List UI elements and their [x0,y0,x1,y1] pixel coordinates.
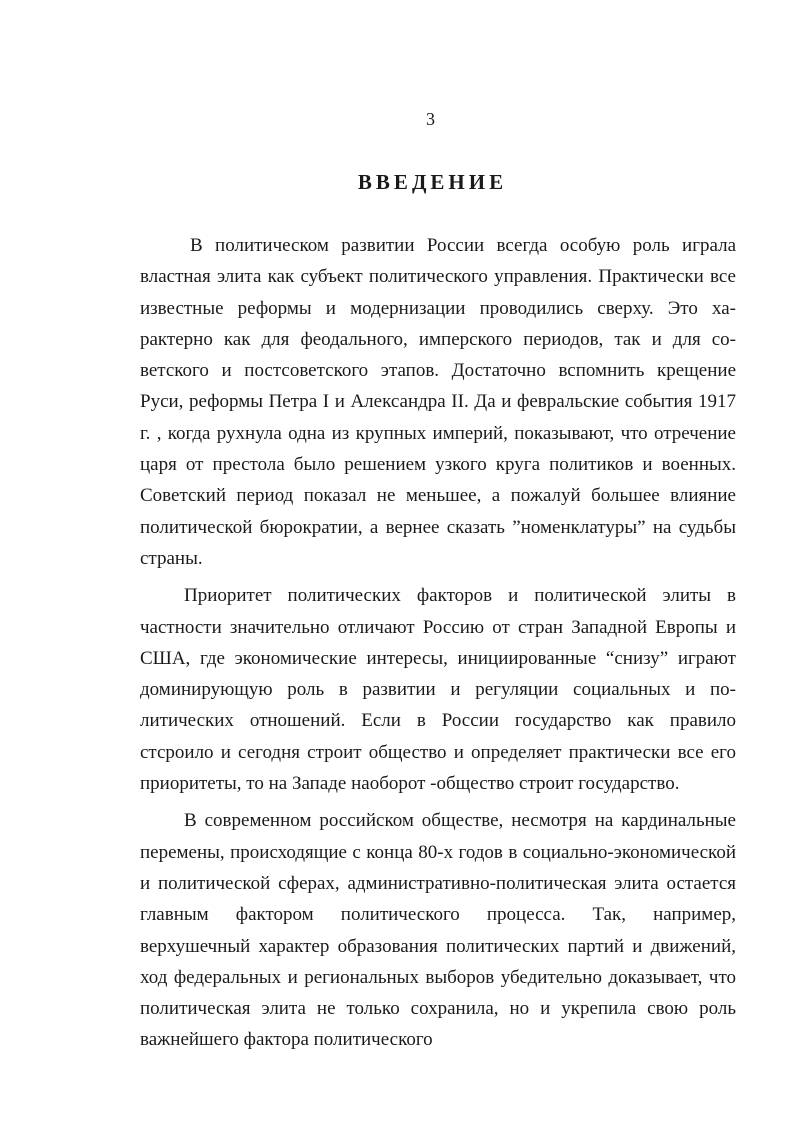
body-text [140,230,736,1062]
section-title: ВВЕДЕНИЕ [357,170,508,194]
paragraph-1: В политическом развитии России всегда особую роль играла властная элита как субъект политического управления. Практически все известные реформы и модернизации проводились сверху. Это характерно как для феодального, имперского периодов, так и для советского и постсоветского этапов. Достаточно вспомнить крещение Руси, реформы Петра I и Александра II. Да и февральские события 1917 г. , когда рухнула одна из крупных империй, показывают, что отречение царя от престола было решением узкого круга политиков и военных. Советский период показал не меньшее, а пожалуй большее влияние политической бюрократии, а вернее сказать ”номенклатуры” на судьбы страны. [140,235,736,569]
page-number: 3 [426,109,435,129]
paragraph-3: В современном российском обществе, несмотря на кардинальные перемены, происходящие с конца 80-х годов в социально-экономической и политической сферах, административно-политическая элита остается главным фактором политического процесса. Так, например, верхушечный характер образования политических партий и движений, ход федеральных и региональных выборов убедительно доказывает, что политическая элита не только сохранила, но и укрепила свою роль важнейшего фактора политического [140,810,736,1051]
paragraph-2: Приоритет политических факторов и политической элиты в частности значительно отличают Россию от стран Западной Европы и США, где экономические интересы, инициированные “снизу” играют доминирующую роль в развитии и регуляции социальных и политических отношений. Если в России государство как правило стсроило и сегодня строит общество и определяет практически все его приоритеты, то на Западе наоборот -общество строит государство. [140,585,736,795]
